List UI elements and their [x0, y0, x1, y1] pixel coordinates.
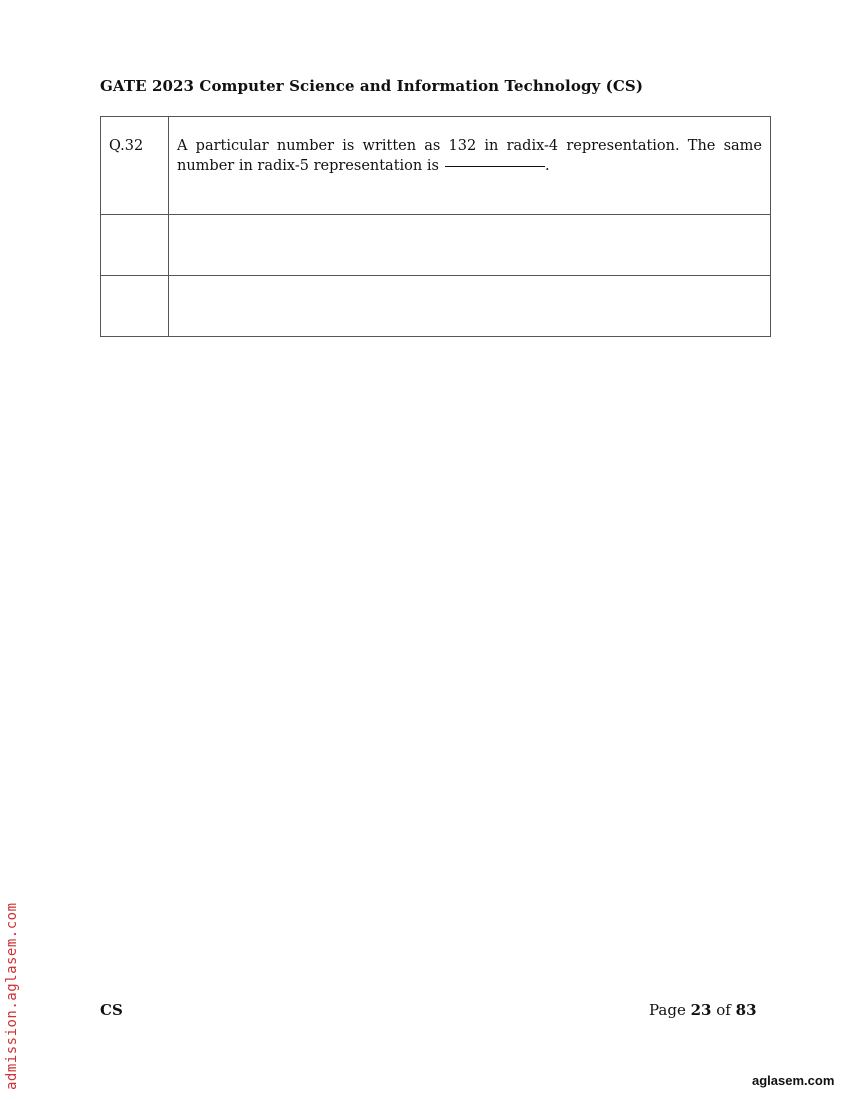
empty-row-1	[101, 215, 771, 276]
question-text-end: .	[544, 158, 550, 174]
footer-page-number	[649, 1001, 757, 1019]
page-current: 23	[690, 1001, 712, 1019]
question-number: Q.32	[101, 117, 169, 215]
page-prefix: Page	[649, 1001, 686, 1019]
question-row	[101, 117, 771, 215]
empty-cell-number-1	[101, 215, 169, 276]
corner-watermark: aglasem.com	[752, 1073, 835, 1088]
answer-blank	[445, 165, 545, 167]
empty-row-2	[101, 276, 771, 337]
question-table	[100, 116, 771, 337]
page-of: of	[716, 1001, 731, 1019]
page-total: 83	[735, 1001, 757, 1019]
footer-subject-code: CS	[100, 1001, 123, 1019]
empty-cell-number-2	[101, 276, 169, 337]
empty-cell-text-1	[169, 215, 771, 276]
page-header-title: GATE 2023 Computer Science and Information Technology (CS)	[100, 77, 644, 95]
vertical-watermark: admission.aglasem.com	[4, 902, 20, 1090]
question-text-body: A particular number is written as 132 in radix-4 representation. The same number in radix-5 representation is	[177, 138, 762, 174]
empty-cell-text-2	[169, 276, 771, 337]
question-text	[169, 117, 771, 215]
